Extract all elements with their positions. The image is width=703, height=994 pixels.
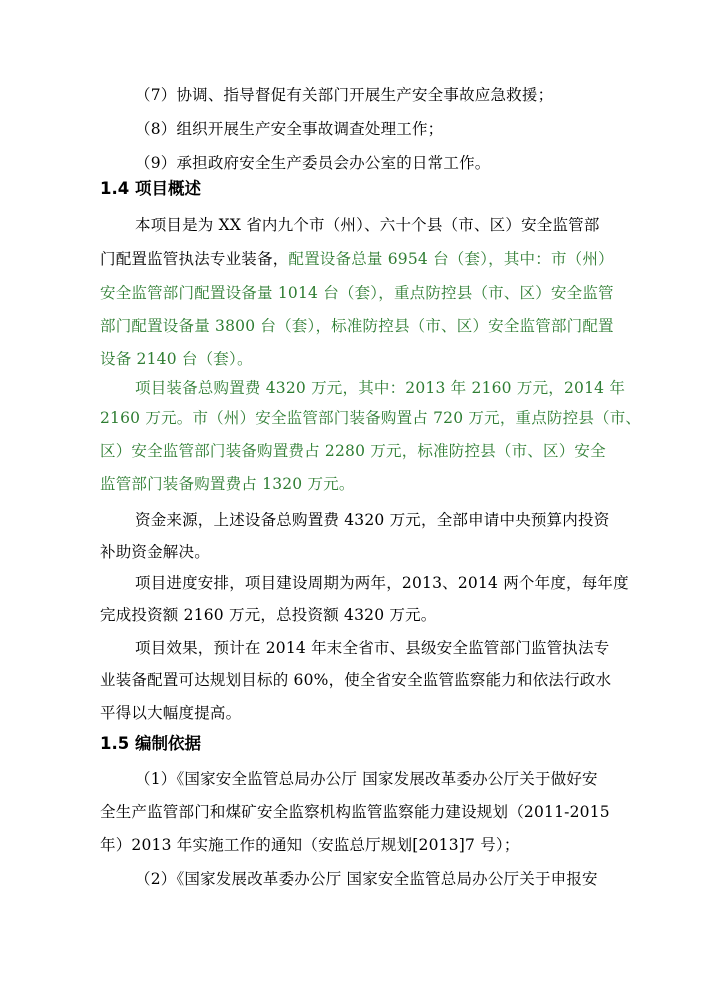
overview-para1-line2-plain: 门配置监管执法专业装备， xyxy=(100,250,289,268)
overview-para5-line3: 平得以大幅度提高。 xyxy=(100,704,242,722)
section-heading-1-4: 1.4 项目概述 xyxy=(100,179,201,198)
overview-para1-line5: 设备 2140 台（套）。 xyxy=(100,350,253,368)
overview-para3-line2: 补助资金解决。 xyxy=(100,543,210,561)
overview-para4-line2: 完成投资额 2160 万元，总投资额 4320 万元。 xyxy=(100,606,437,624)
reference-1-line2: 全生产监管部门和煤矿安全监察机构监管监察能力建设规划（2011-2015 xyxy=(100,803,610,821)
list-item-7: （7）协调、指导督促有关部门开展生产安全事故应急救援； xyxy=(135,86,554,104)
overview-para2-line1: 项目装备总购置费 4320 万元，其中：2013 年 2160 万元，2014 年 xyxy=(135,379,626,397)
overview-para3-line1: 资金来源，上述设备总购置费 4320 万元，全部申请中央预算内投资 xyxy=(135,511,610,529)
overview-para1-line4: 部门配置设备量 3800 台（套），标准防控县（市、区）安全监管部门配置 xyxy=(100,317,614,335)
overview-para2-line4: 监管部门装备购置费占 1320 万元。 xyxy=(100,475,355,493)
overview-para4-line1: 项目进度安排，项目建设周期为两年，2013、2014 两个年度，每年度 xyxy=(135,574,629,592)
reference-1-line1: （1）《国家安全监管总局办公厅 国家发展改革委办公厅关于做好安 xyxy=(135,770,598,788)
overview-para5-line1: 项目效果，预计在 2014 年末全省市、县级安全监管部门监管执法专 xyxy=(135,639,610,657)
overview-para1-line1: 本项目是为 XX 省内九个市（州）、六十个县（市、区）安全监管部 xyxy=(135,216,600,234)
overview-para1-line3: 安全监管部门配置设备量 1014 台（套），重点防控县（市、区）安全监管 xyxy=(100,284,614,302)
overview-para1-line2-highlight: 配置设备总量 6954 台（套），其中：市（州） xyxy=(288,250,614,268)
overview-para2-line3: 区）安全监管部门装备购置费占 2280 万元，标准防控县（市、区）安全 xyxy=(100,442,606,460)
overview-para1-line2 xyxy=(100,249,614,269)
section-heading-1-5: 1.5 编制依据 xyxy=(100,734,201,753)
reference-1-line3: 年）2013 年实施工作的通知（安监总厅规划[2013]7 号）； xyxy=(100,836,520,854)
reference-2-line1: （2）《国家发展改革委办公厅 国家安全监管总局办公厅关于申报安 xyxy=(135,870,598,888)
overview-para5-line2: 业装备配置可达规划目标的 60%，使全省安全监管监察能力和依法行政水 xyxy=(100,671,612,689)
overview-para2-line2: 2160 万元。市（州）安全监管部门装备购置占 720 万元，重点防控县（市、 xyxy=(100,409,642,427)
list-item-9: （9）承担政府安全生产委员会办公室的日常工作。 xyxy=(135,154,491,172)
list-item-8: （8）组织开展生产安全事故调查处理工作； xyxy=(135,120,444,138)
